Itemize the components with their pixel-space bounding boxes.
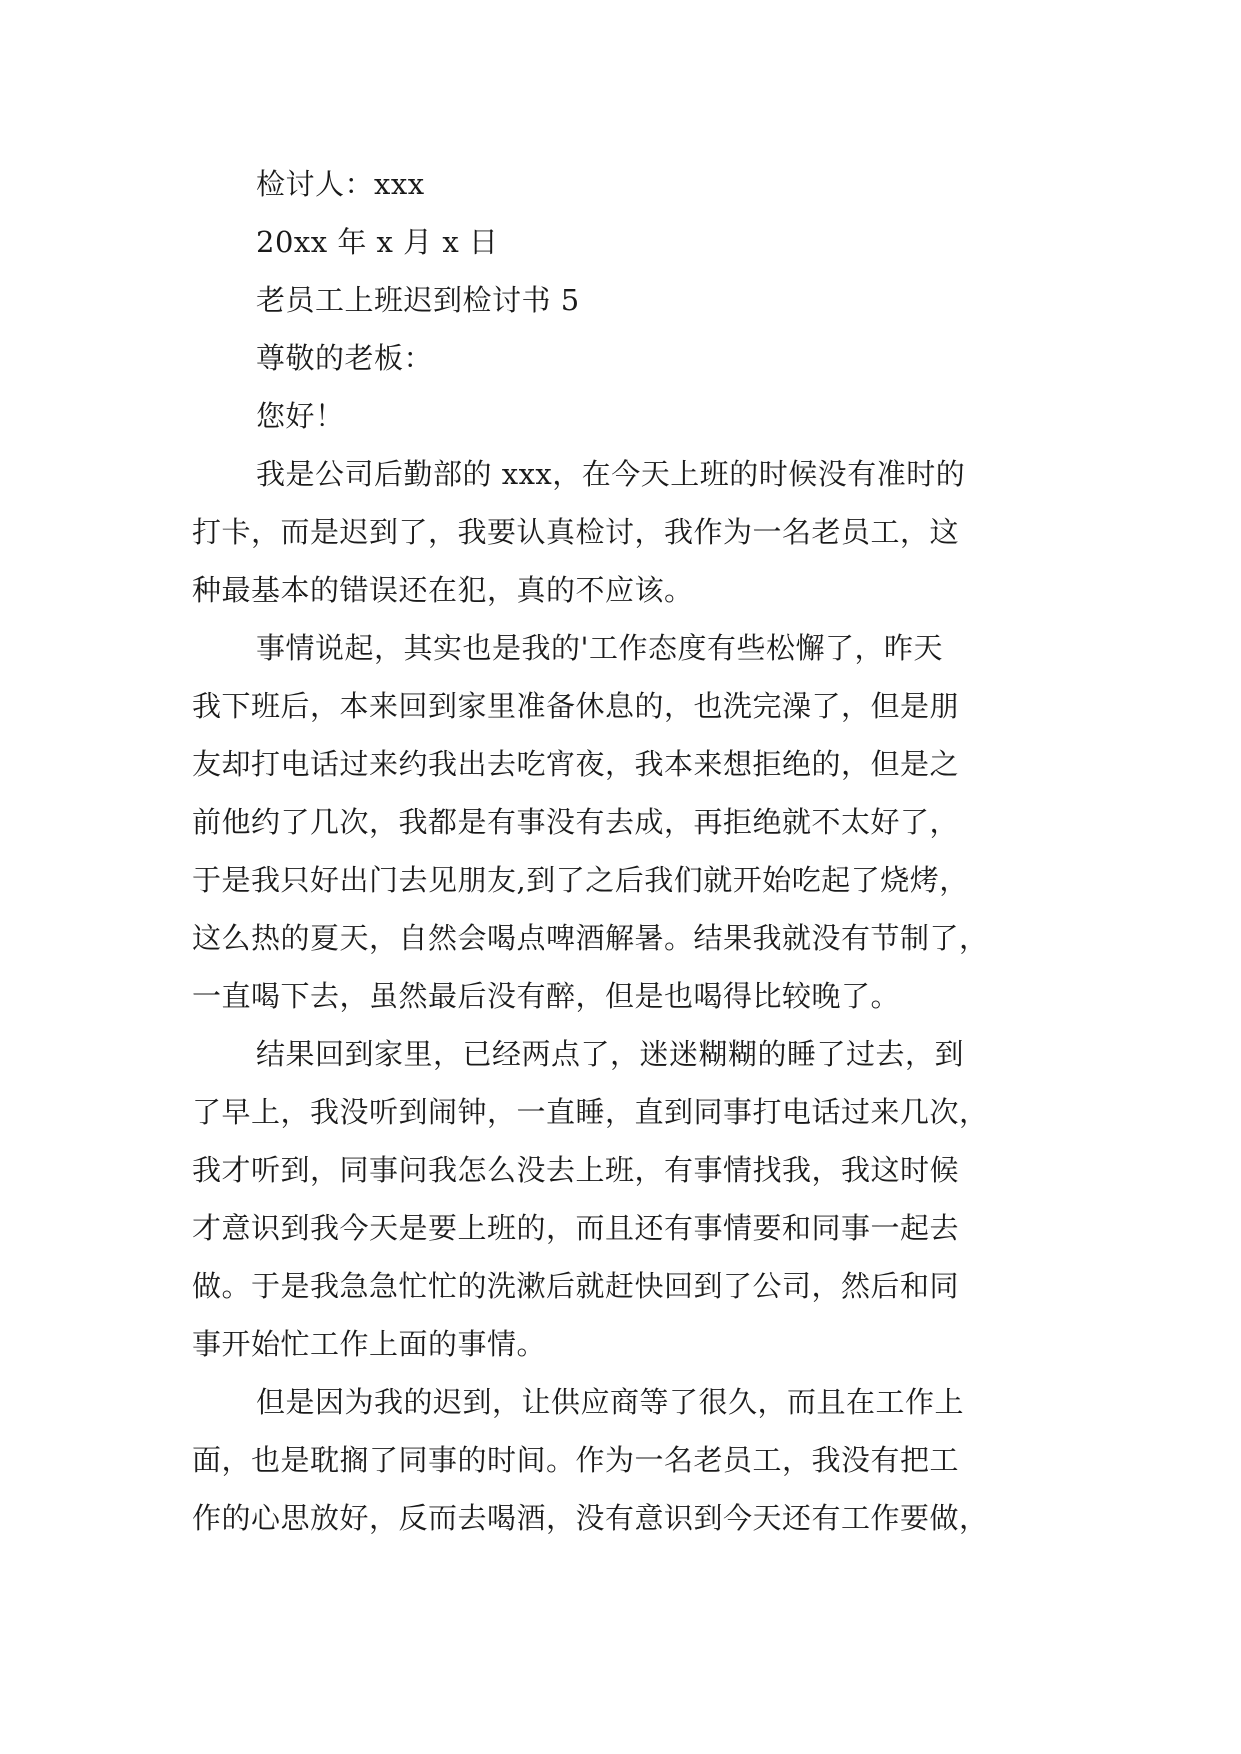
paragraph-2 bbox=[192, 619, 1052, 1025]
paragraph-line: 一直喝下去，虽然最后没有醉，但是也喝得比较晚了。 bbox=[192, 979, 901, 1013]
reviewer-line: 检讨人：xxx bbox=[256, 167, 425, 201]
paragraph-3 bbox=[192, 1025, 1052, 1373]
paragraph-line: 做。于是我急急忙忙的洗漱后就赶快回到了公司，然后和同 bbox=[192, 1269, 960, 1303]
paragraph-line: 事情说起，其实也是我的'工作态度有些松懈了，昨天 bbox=[256, 631, 943, 665]
paragraph-line: 但是因为我的迟到，让供应商等了很久，而且在工作上 bbox=[256, 1385, 965, 1419]
paragraph-line: 于是我只好出门去见朋友,到了之后我们就开始吃起了烧烤， bbox=[192, 863, 969, 897]
paragraph-1 bbox=[192, 445, 1052, 619]
paragraph-line: 我是公司后勤部的 xxx，在今天上班的时候没有准时的 bbox=[256, 457, 966, 491]
document-body bbox=[192, 155, 1052, 1547]
document-title: 老员工上班迟到检讨书 5 bbox=[256, 283, 580, 317]
paragraph-line: 面，也是耽搁了同事的时间。作为一名老员工，我没有把工 bbox=[192, 1443, 960, 1477]
paragraph-line: 作的心思放好，反而去喝酒，没有意识到今天还有工作要做， bbox=[192, 1501, 989, 1535]
paragraph-line: 事开始忙工作上面的事情。 bbox=[192, 1327, 547, 1361]
paragraph-line: 友却打电话过来约我出去吃宵夜，我本来想拒绝的，但是之 bbox=[192, 747, 960, 781]
date-line: 20xx 年 x 月 x 日 bbox=[256, 225, 499, 259]
paragraph-line: 这么热的夏天，自然会喝点啤酒解暑。结果我就没有节制了， bbox=[192, 921, 989, 955]
paragraph-line: 结果回到家里，已经两点了，迷迷糊糊的睡了过去，到 bbox=[256, 1037, 965, 1071]
paragraph-line: 我下班后，本来回到家里准备休息的，也洗完澡了，但是朋 bbox=[192, 689, 960, 723]
greeting: 您好！ bbox=[256, 399, 345, 433]
paragraph-line: 才意识到我今天是要上班的，而且还有事情要和同事一起去 bbox=[192, 1211, 960, 1245]
salutation: 尊敬的老板： bbox=[256, 341, 434, 375]
paragraph-4 bbox=[192, 1373, 1052, 1547]
paragraph-line: 打卡，而是迟到了，我要认真检讨，我作为一名老员工，这 bbox=[192, 515, 960, 549]
paragraph-line: 前他约了几次，我都是有事没有去成，再拒绝就不太好了， bbox=[192, 805, 960, 839]
paragraph-line: 种最基本的错误还在犯，真的不应该。 bbox=[192, 573, 694, 607]
paragraph-line: 了早上，我没听到闹钟，一直睡，直到同事打电话过来几次， bbox=[192, 1095, 989, 1129]
paragraph-line: 我才听到，同事问我怎么没去上班，有事情找我，我这时候 bbox=[192, 1153, 960, 1187]
